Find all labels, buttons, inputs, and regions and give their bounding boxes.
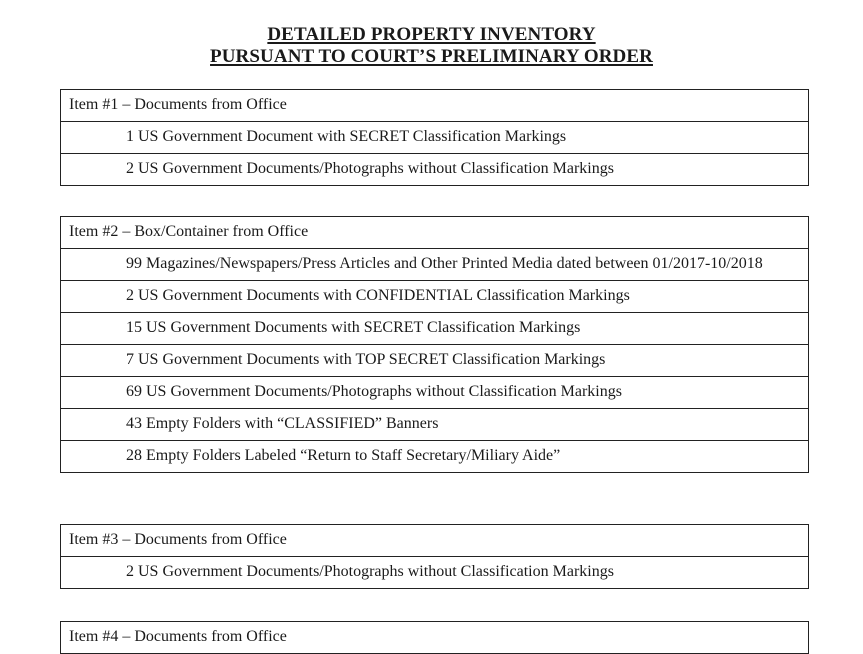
- item-2-entry-4: 7 US Government Documents with TOP SECRET Classification Markings: [61, 345, 808, 377]
- title-line-1: DETAILED PROPERTY INVENTORY: [267, 24, 596, 45]
- title-line-2: PURSUANT TO COURT’S PRELIMINARY ORDER: [210, 46, 653, 67]
- item-4-header: Item #4 – Documents from Office: [61, 622, 808, 654]
- item-1-table: [60, 89, 809, 186]
- document-title: [0, 24, 863, 68]
- item-2-entry-6: 43 Empty Folders with “CLASSIFIED” Banners: [61, 409, 808, 441]
- item-2-entry-2: 2 US Government Documents with CONFIDENTIAL Classification Markings: [61, 281, 808, 313]
- item-3-entry-1: 2 US Government Documents/Photographs without Classification Markings: [61, 557, 808, 589]
- item-2-entry-3: 15 US Government Documents with SECRET Classification Markings: [61, 313, 808, 345]
- item-2-table: [60, 216, 809, 473]
- item-2-header: Item #2 – Box/Container from Office: [61, 217, 808, 249]
- item-2-entry-1: 99 Magazines/Newspapers/Press Articles and Other Printed Media dated between 01/2017-10/2018: [61, 249, 808, 281]
- item-3-header: Item #3 – Documents from Office: [61, 525, 808, 557]
- item-1-entry-2: 2 US Government Documents/Photographs without Classification Markings: [61, 154, 808, 186]
- item-1-header: Item #1 – Documents from Office: [61, 90, 808, 122]
- item-2-entry-5: 69 US Government Documents/Photographs without Classification Markings: [61, 377, 808, 409]
- item-4-table: [60, 621, 809, 654]
- item-1-entry-1: 1 US Government Document with SECRET Classification Markings: [61, 122, 808, 154]
- item-2-entry-7: 28 Empty Folders Labeled “Return to Staff Secretary/Miliary Aide”: [61, 441, 808, 473]
- item-3-table: [60, 524, 809, 589]
